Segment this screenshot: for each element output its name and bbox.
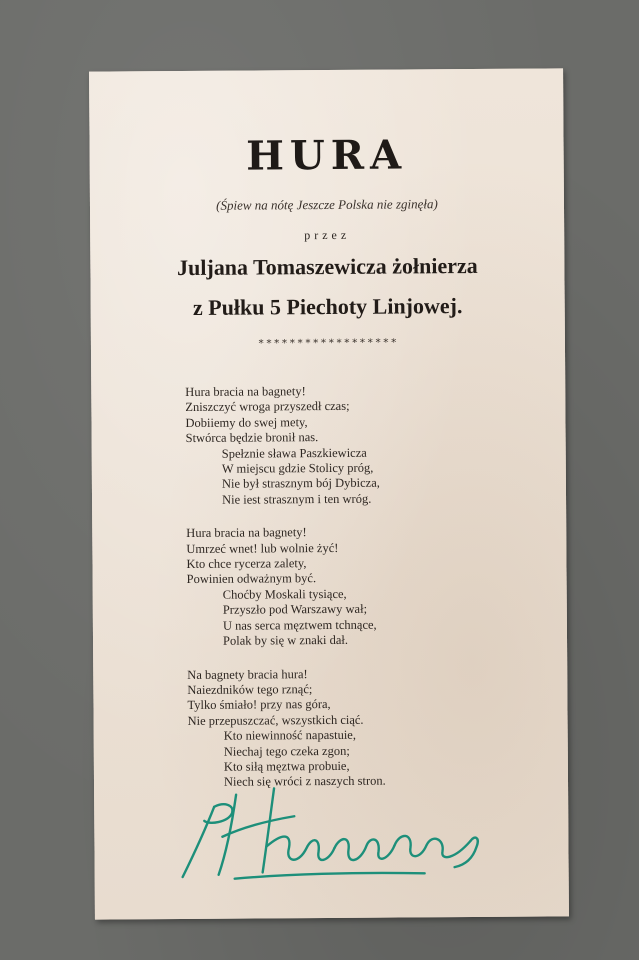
stanza (187, 665, 518, 791)
poem-line: Tylko śmiało! przy nas góra, (187, 697, 331, 713)
poem-line: Umrzeć wnet! lub wolnie żyć! (186, 540, 339, 556)
poem-line: W miejscu gdzie Stolicy próg, (221, 460, 374, 476)
stanza (186, 524, 517, 650)
poem-line: Nie iest strasznym i ten wróg. (221, 491, 372, 507)
author-line-2: z Pułku 5 Piechoty Linjowej. (192, 293, 463, 320)
poem-line: Hura bracia na bagnety! (186, 525, 307, 541)
poem-line: Nie przepuszczać, wszystkich ciąć. (187, 712, 364, 728)
poem-line: Na bagnety bracia hura! (187, 666, 308, 682)
author-line-1: Juljana Tomaszewicza żołnierza (177, 252, 478, 281)
poem-line: Kto niewinność napastuie, (223, 727, 356, 743)
handwritten-signature (174, 775, 495, 887)
poem-line: Przyszło pod Warszawy wał; (222, 602, 368, 618)
poem-line: Zniszczyć wroga przyszedł czas; (185, 399, 350, 415)
poem-line: Niechaj tego czeka zgon; (223, 743, 350, 759)
poem-line: Powinien odważnym być. (186, 571, 317, 587)
poem-line: Stwórca będzie bronił nas. (185, 430, 319, 446)
stanza (185, 383, 516, 509)
poem-body (185, 383, 518, 809)
poem-line: Nie był strasznym bój Dybicza, (221, 476, 380, 492)
poem-line: Spełznie sława Paszkiewicza (221, 445, 367, 461)
poem-line: Dobiiemy do swej mety, (185, 414, 308, 430)
poem-line: Kto siłą męztwa probuie, (223, 758, 350, 774)
document-subtitle: (Śpiew na nótę Jeszcze Polska nie zginęła) (216, 196, 438, 213)
poem-line: Kto chce rycerza zalety, (186, 556, 307, 572)
poem-line: Polak by się w znaki dał. (222, 632, 349, 648)
by-word: przez (304, 227, 351, 243)
document-title: HURA (245, 131, 408, 180)
poem-line: Choćby Moskali tysiące, (222, 586, 347, 602)
ornament-divider: ∗∗∗∗∗∗∗∗∗∗∗∗∗∗∗∗∗∗ (257, 335, 399, 348)
poem-line: Niech się wróci z naszych stron. (223, 773, 386, 790)
poem-line: U nas serca męztwem tchnące, (222, 617, 377, 633)
printed-sheet (89, 68, 569, 919)
poem-line: Hura bracia na bagnety! (185, 384, 306, 400)
poem-line: Naiezdników tego rznąć; (187, 682, 313, 697)
